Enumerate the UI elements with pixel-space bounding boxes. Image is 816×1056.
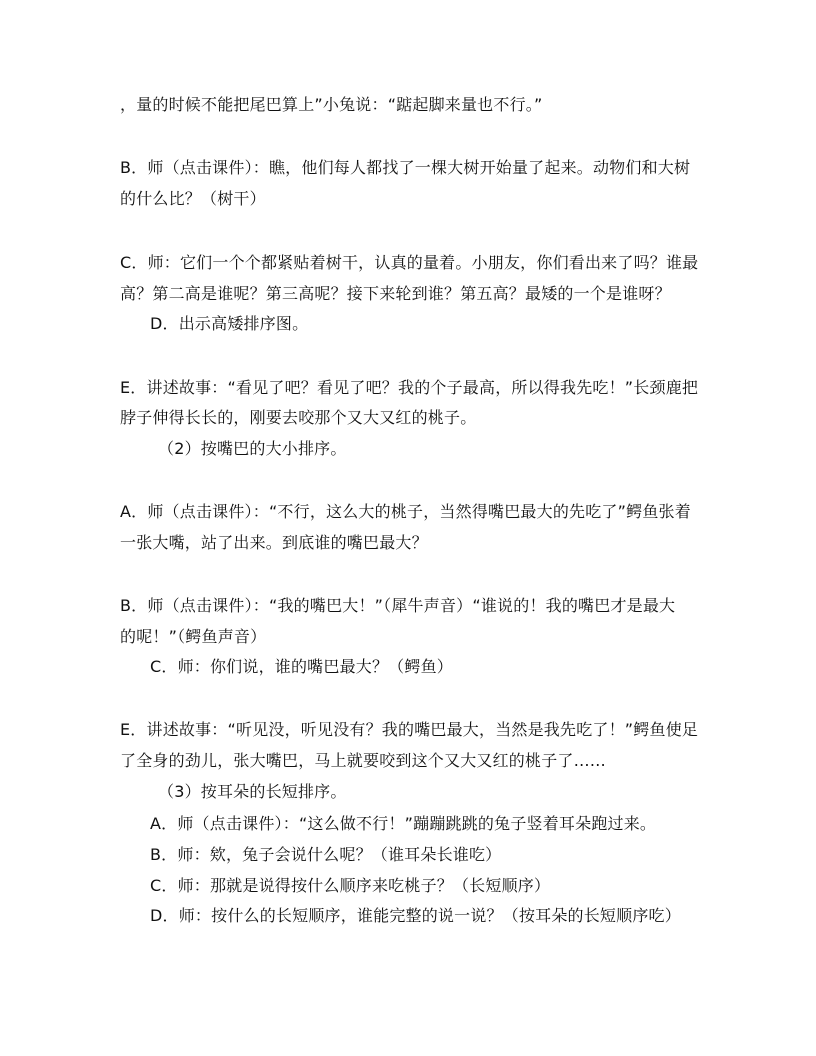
text-line: B．师（点击课件）：瞧，他们每人都找了一棵大树开始量了起来。动物们和大树 — [120, 158, 691, 177]
text-line: （2）按嘴巴的大小排序。 — [158, 439, 347, 458]
text-line: 的什么比？（树干） — [120, 189, 266, 208]
text-line: C．师：那就是说得按什么顺序来吃桃子？（长短顺序） — [150, 876, 551, 895]
text-line: ，量的时候不能把尾巴算上”小兔说：“踮起脚来量也不行。” — [120, 95, 543, 114]
text-line: A．师（点击课件）：“这么做不行！”蹦蹦跳跳的兔子竖着耳朵跑过来。 — [150, 814, 657, 833]
text-line: E．讲述故事：“听见没，听见没有？我的嘴巴最大，当然是我先吃了！”鳄鱼使足 — [120, 720, 699, 739]
text-line: 一张大嘴，站了出来。到底谁的嘴巴最大？ — [120, 533, 428, 552]
text-line: B．师（点击课件）：“我的嘴巴大！”（犀牛声音）“谁说的！我的嘴巴才是最大 — [120, 596, 676, 615]
text-line: 的呢！”（鳄鱼声音） — [120, 627, 267, 646]
text-line: 了全身的劲儿，张大嘴巴，马上就要咬到这个又大又红的桃子了…… — [120, 751, 607, 770]
text-line: C．师：你们说，谁的嘴巴最大？（鳄鱼） — [150, 657, 453, 676]
text-line: D．师：按什么的长短顺序，谁能完整的说一说？（按耳朵的长短顺序吃） — [150, 906, 681, 925]
text-line: E．讲述故事：“看见了吧？看见了吧？我的个子最高，所以得我先吃！”长颈鹿把 — [120, 378, 699, 397]
text-line: C．师：它们一个个都紧贴着树干，认真的量着。小朋友，你们看出来了吗？谁最 — [120, 253, 699, 272]
text-line: 脖子伸得长长的，刚要去咬那个又大又红的桃子。 — [120, 408, 477, 427]
text-line: （3）按耳朵的长短排序。 — [158, 782, 347, 801]
text-line: B．师：欸，兔子会说什么呢？（谁耳朵长谁吃） — [150, 845, 502, 864]
text-line: 高？第二高是谁呢？第三高呢？接下来轮到谁？第五高？最矮的一个是谁呀？ — [120, 284, 671, 303]
text-line: A．师（点击课件）：“不行，这么大的桃子，当然得嘴巴最大的先吃了”鳄鱼张着 — [120, 502, 691, 521]
text-line: D．出示高矮排序图。 — [150, 314, 309, 333]
